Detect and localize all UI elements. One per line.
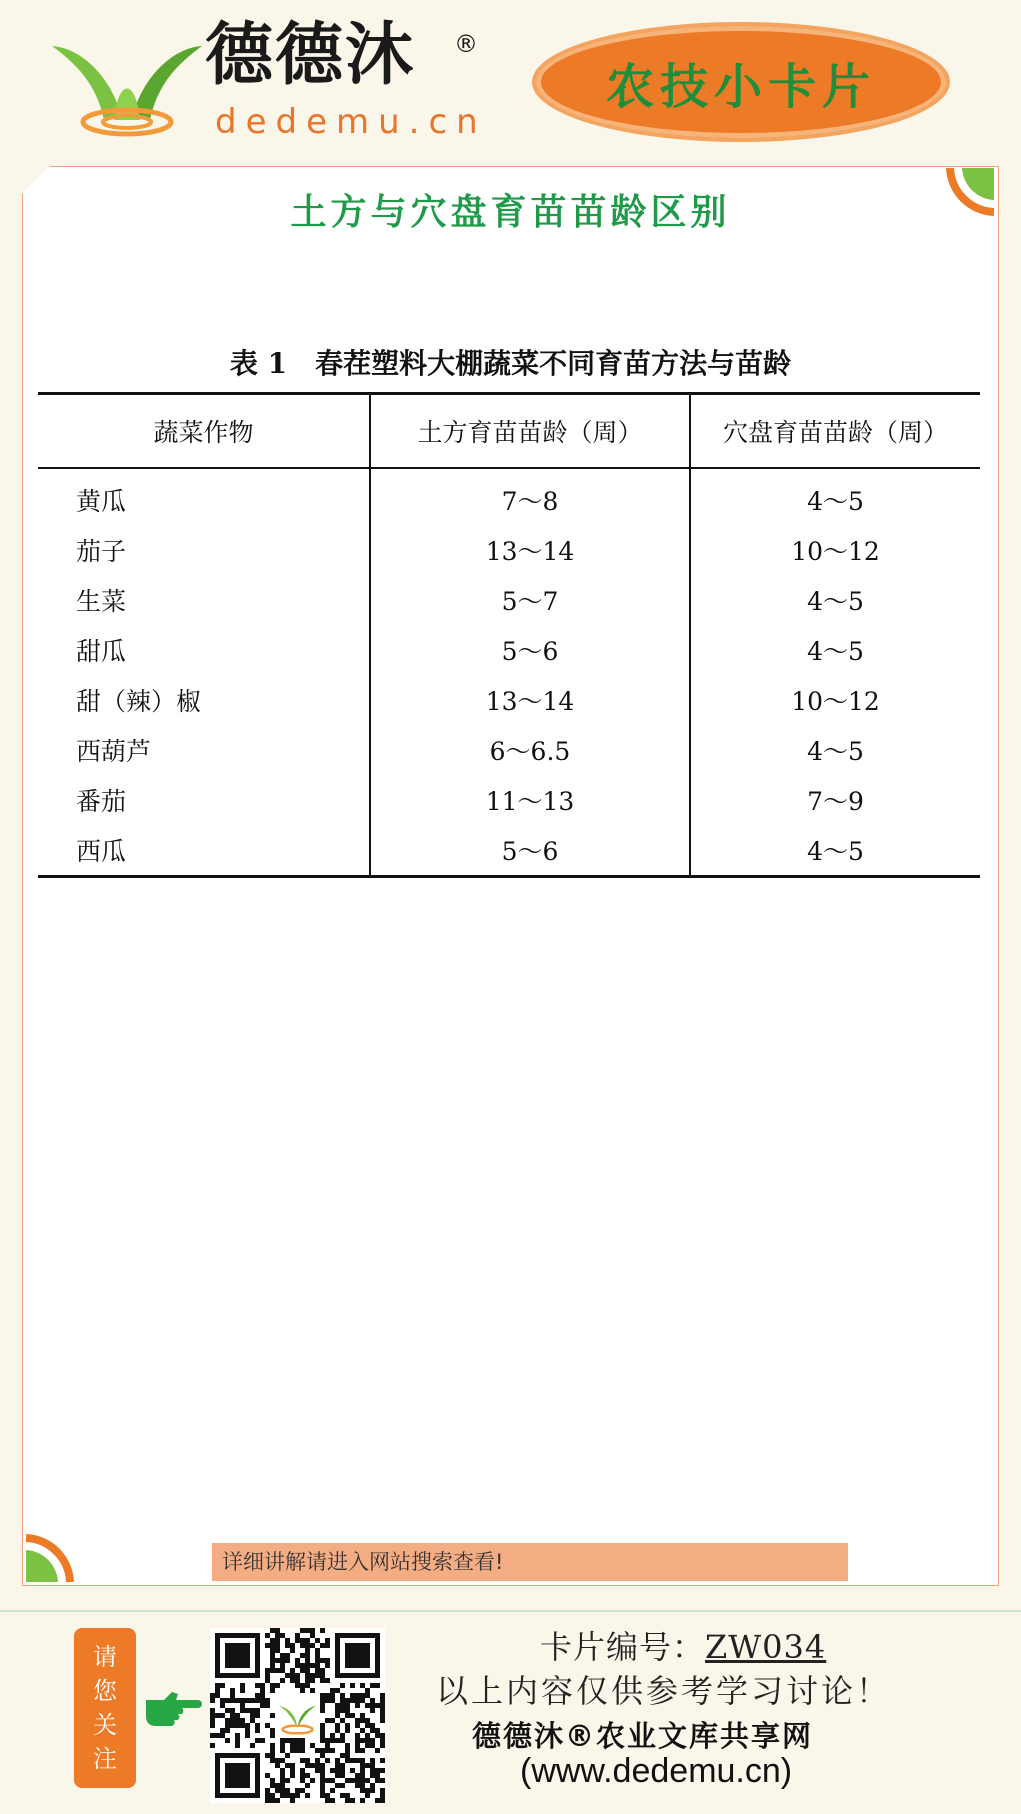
qr-code[interactable] [210,1628,385,1803]
tray-age-cell: 4～5 [690,825,980,877]
card-badge [532,22,950,142]
crop-cell: 西瓜 [76,837,127,866]
table-row [38,625,980,675]
table-row [38,525,980,575]
column-header: 土方育苗苗龄（周） [370,394,690,469]
badge-label: 农技小卡片 [605,58,876,115]
soil-age-cell: 7～8 [370,468,690,525]
crop-cell: 甜（辣）椒 [76,687,202,716]
column-header: 穴盘育苗苗龄（周） [690,394,980,469]
follow-label: 请您关注 [93,1643,117,1773]
card-number [540,1622,826,1668]
tray-age-cell: 10～12 [690,675,980,725]
note-bar: 详细讲解请进入网站搜索查看! [212,1543,848,1581]
table-row [38,675,980,725]
card-number-label: 卡片编号： [540,1628,706,1666]
site-url-link[interactable]: (www.dedemu.cn) [520,1752,793,1790]
tray-age-cell: 4～5 [690,725,980,775]
table-row [38,775,980,825]
crop-cell: 番茄 [76,787,127,816]
brand-url: dedemu.cn [215,102,487,142]
crop-cell: 西葫芦 [76,737,152,766]
soil-age-cell: 11～13 [370,775,690,825]
crop-cell: 甜瓜 [76,637,127,666]
table-row [38,575,980,625]
table-header-row [38,394,980,469]
table-row [38,825,980,877]
soil-age-cell: 5～6 [370,625,690,675]
site-name: 德德沐®农业文库共享网 [472,1719,814,1753]
footer-divider [0,1610,1021,1612]
crop-cell: 黄瓜 [76,487,127,516]
card-number-code: ZW034 [705,1628,827,1666]
soil-age-cell: 5～6 [370,825,690,877]
soil-age-cell: 6～6.5 [370,725,690,775]
pointing-hand-icon [142,1686,202,1728]
tray-age-cell: 10～12 [690,525,980,575]
crop-cell: 生菜 [76,587,127,616]
registered-mark: ® [454,30,478,58]
tray-age-cell: 4～5 [690,625,980,675]
soil-age-cell: 13～14 [370,675,690,725]
soil-age-cell: 5～7 [370,575,690,625]
column-header: 蔬菜作物 [153,418,254,447]
seedling-age-table [38,392,980,878]
table-row [38,725,980,775]
corner-decoration-icon [22,1534,74,1586]
disclaimer: 以上内容仅供参考学习讨论！ [436,1672,892,1710]
soil-age-cell: 13～14 [370,525,690,575]
crop-cell: 茄子 [76,537,127,566]
document-title: 土方与穴盘育苗苗龄区别 [290,192,731,233]
table-caption: 表 1 春茬塑料大棚蔬菜不同育苗方法与苗龄 [229,347,792,380]
table-row [38,468,980,525]
seedling-logo-icon [52,18,202,138]
tray-age-cell: 4～5 [690,575,980,625]
tray-age-cell: 4～5 [690,468,980,525]
brand-name: 德德沐 [205,16,416,95]
follow-tag [74,1628,136,1788]
header [0,0,1021,160]
tray-age-cell: 7～9 [690,775,980,825]
